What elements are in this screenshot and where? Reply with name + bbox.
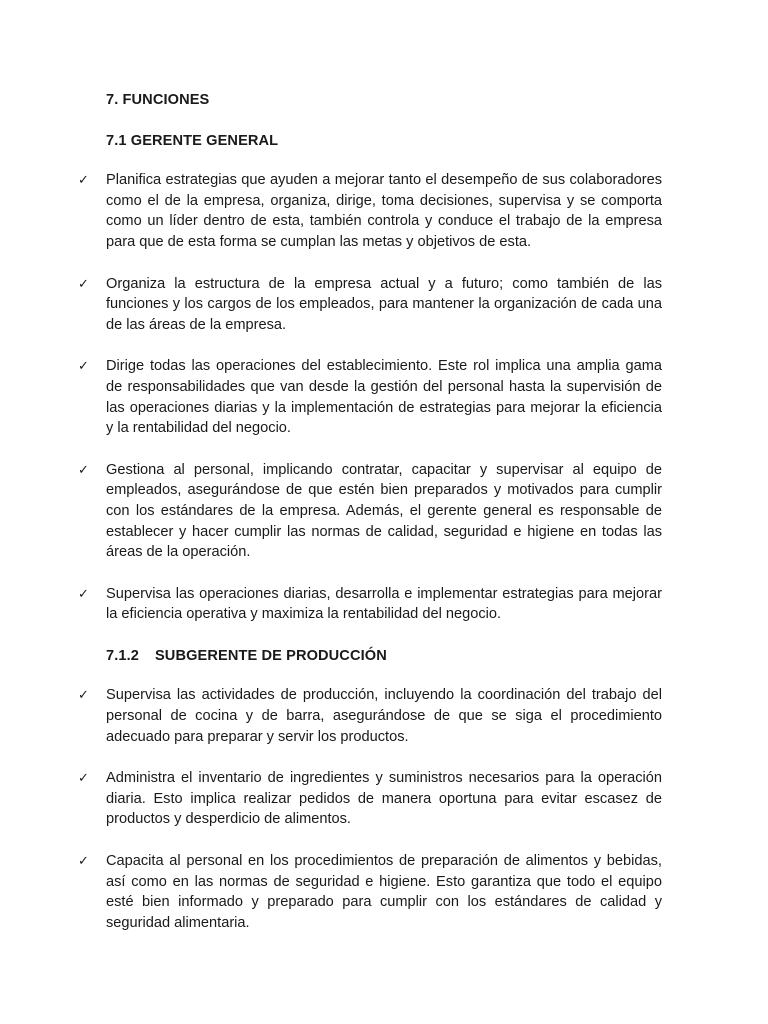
list-item — [78, 768, 662, 830]
list-item-text: Capacita al personal en los procedimientos de preparación de alimentos y bebidas, así como en las normas de seguridad e higiene. Esto garantiza que todo el equipo esté bien informado y preparado para cumplir con los estándares de calidad y seguridad alimentaria. — [106, 853, 662, 931]
list-item — [78, 685, 662, 747]
subsection-heading-gerente-general: 7.1 GERENTE GENERAL — [106, 132, 279, 149]
list-item — [78, 170, 662, 252]
checkmark-icon: ✓ — [78, 688, 89, 704]
checkmark-icon: ✓ — [78, 276, 89, 292]
section-heading: 7. FUNCIONES — [106, 92, 210, 108]
list-item-text: Gestiona al personal, implicando contratar, capacitar y supervisar al equipo de empleados, asegurándose de que estén bien preparados y motivados para cumplir con los estándares de la empresa. Además, el gerente general es responsable de establecer y hacer cumplir las normas de calidad, seguridad e higiene en todas las áreas de la operación. — [106, 461, 662, 561]
list-item — [78, 274, 662, 336]
list-item-text: Organiza la estructura de la empresa actual y a futuro; como también de las funciones y los cargos de los empleados, para mantener la organización de cada una de las áreas de la empresa. — [106, 275, 662, 333]
checkmark-icon: ✓ — [78, 771, 89, 787]
list-item-text: Dirige todas las operaciones del establecimiento. Este rol implica una amplia gama de responsabilidades que van desde la gestión del personal hasta la supervisión de las operaciones diarias y la implementación de estrategias para mejorar la eficiencia y la rentabilidad del negocio. — [106, 358, 662, 437]
subsection-heading-subgerente — [106, 646, 662, 667]
list-item — [78, 356, 662, 438]
list-item-text: Administra el inventario de ingredientes y suministros necesarios para la operación diaria. Esto implica realizar pedidos de manera oportuna para evitar escasez de productos y desperdicio de alimentos. — [106, 770, 662, 828]
checkmark-icon: ✓ — [78, 359, 89, 375]
list-item — [78, 460, 662, 563]
list-item-text: Supervisa las actividades de producción, incluyendo la coordinación del trabajo del personal de cocina y de barra, asegurándose de que se siga el procedimiento adecuado para preparar y servir los productos. — [106, 687, 662, 745]
list-item — [78, 851, 662, 933]
list-item — [78, 584, 662, 625]
list-item-text: Supervisa las operaciones diarias, desarrolla e implementar estrategias para mejorar la eficiencia operativa y maximiza la rentabilidad del negocio. — [106, 585, 662, 623]
checkmark-icon: ✓ — [78, 586, 89, 602]
checkmark-icon: ✓ — [78, 854, 89, 870]
checkmark-icon: ✓ — [78, 462, 89, 478]
subsection-number: 7.1.2 — [106, 647, 139, 664]
subgerente-list — [78, 685, 662, 933]
checkmark-icon: ✓ — [78, 173, 89, 189]
subsection-title: SUBGERENTE DE PRODUCCIÓN — [154, 647, 387, 664]
gerente-general-list — [78, 170, 662, 625]
list-item-text: Planifica estrategias que ayuden a mejorar tanto el desempeño de sus colaboradores como el de la empresa, organiza, dirige, toma decisiones, supervisa y se comporta como un líder dentro de esta, también controla y conduce el trabajo de la empresa para que de esta forma se cumplan las metas y objetivos de esta. — [106, 172, 662, 250]
